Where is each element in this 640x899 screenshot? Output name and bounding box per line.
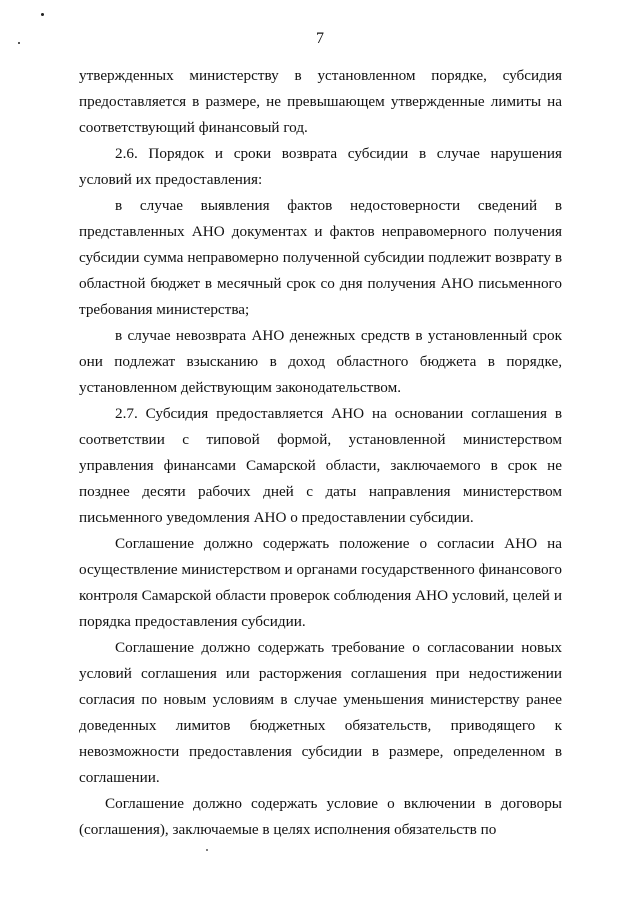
paragraph-inclusion-condition: Соглашение должно содержать условие о включении в договоры (соглашения), заключаемые в целях исполнения обязательств по [79,795,562,838]
paragraph-non-return: в случае невозврата АНО денежных средств в установленный срок они подлежат взысканию в доход областного бюджета в порядке, установленном действующим законодательством. [79,327,562,396]
scan-speck [206,849,208,851]
paragraph-2-7-agreement: 2.7. Субсидия предоставляется АНО на основании соглашения в соответствии с типовой формой, установленной министерством управления финансами Самарской области, заключаемого в срок не позднее десяти рабочих дней с даты направления министерством письменного уведомления АНО о предоставлении субсидии. [79,405,562,526]
paragraph-consent-provision: Соглашение должно содержать положение о согласии АНО на осуществление министерством и органами государственного финансового контроля Самарской области проверок соблюдения АНО условий, целей и порядка предоставления субсидии. [79,535,562,630]
paragraph-subsidy-limits: утвержденных министерству в установленном порядке, субсидия предоставляется в размере, не превышающем утвержденные лимиты на соответствующий финансовый год. [79,67,562,136]
paragraph-unreliable-info: в случае выявления фактов недостоверности сведений в представленных АНО документах и фактов неправомерного получения субсидии сумма неправомерно полученной субсидии подлежит возврату в областной бюджет в месячный срок со дня получения АНО письменного требования министерства; [79,197,562,318]
paragraph-new-conditions: Соглашение должно содержать требование о согласовании новых условий соглашения или расторжения соглашения при недостижении согласия по новым условиям в случае уменьшения министерству ранее доведенных лимитов бюджетных обязательств, приводящего к невозможности предоставления субсидии в размере, определенном в соглашении. [79,639,562,786]
document-body [79,63,562,843]
page-number: 7 [316,30,324,47]
paragraph-2-6-heading: 2.6. Порядок и сроки возврата субсидии в случае нарушения условий их предоставления: [79,145,562,188]
scan-speck [41,13,44,16]
